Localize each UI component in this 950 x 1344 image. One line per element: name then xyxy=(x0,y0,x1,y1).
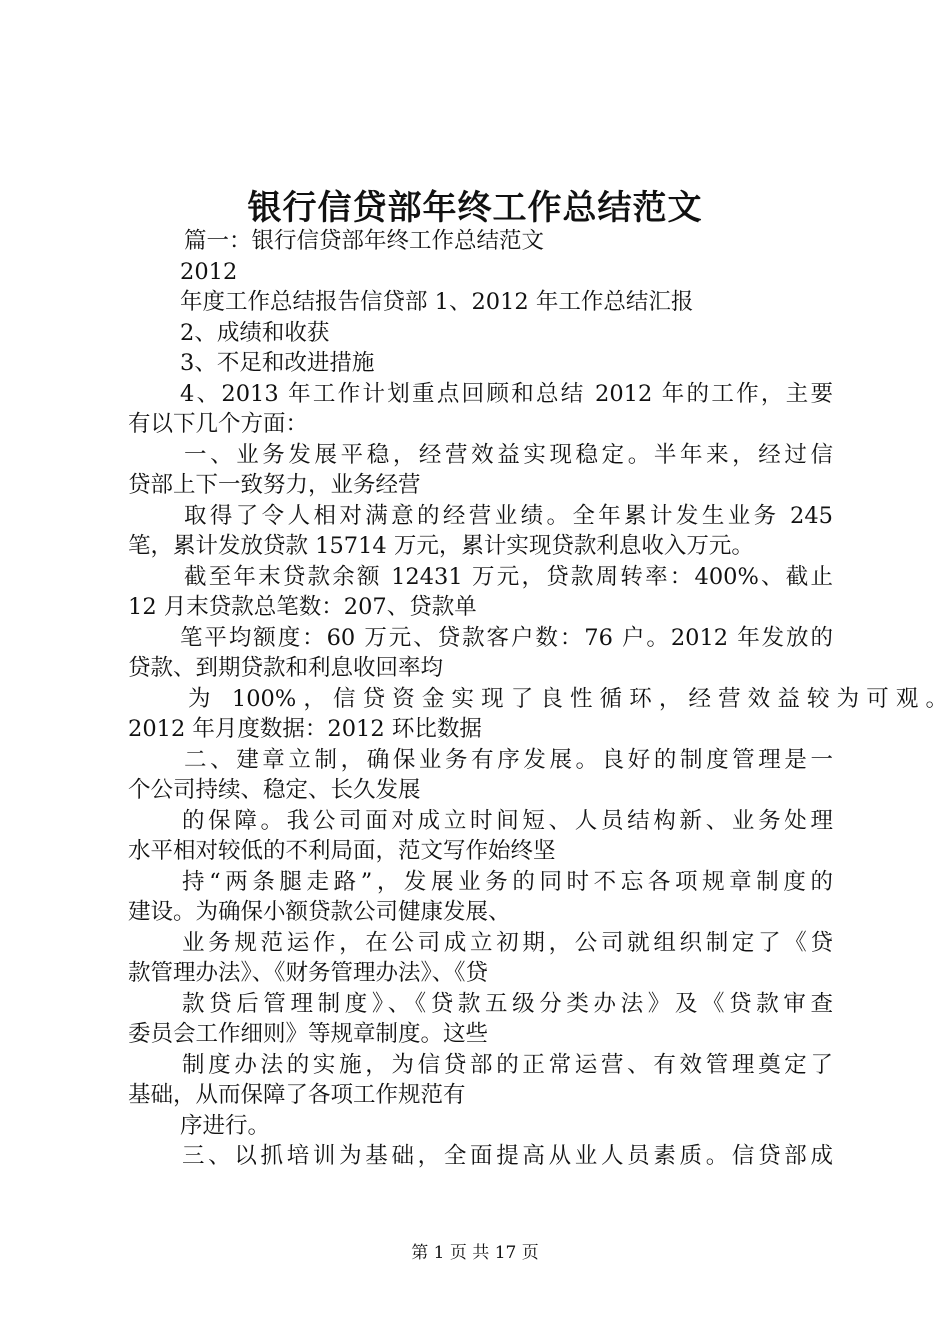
text-line: 贷部上下一致努力，业务经营 xyxy=(128,472,421,498)
text-line: 建设。为确保小额贷款公司健康发展、 xyxy=(128,899,511,925)
text-line: 4、2013 年工作计划重点回顾和总结 2012 年的工作，主要 xyxy=(180,380,833,407)
text-line: 个公司持续、稳定、长久发展 xyxy=(128,777,421,803)
text-line: 委员会工作细则》等规章制度。这些 xyxy=(128,1021,489,1047)
text-line: 基础，从而保障了各项工作规范有 xyxy=(128,1082,466,1108)
text-line: 笔平均额度：60 万元、贷款客户数：76 户。2012 年发放的 xyxy=(180,624,833,651)
text-line: 2、成绩和收获 xyxy=(180,319,330,346)
page-number-footer: 第 1 页 共 17 页 xyxy=(411,1243,539,1263)
document-body xyxy=(128,226,948,1172)
text-line: 的保障。我公司面对成立时间短、人员结构新、业务处理 xyxy=(182,807,833,834)
text-line: 2012 xyxy=(180,258,238,285)
text-line: 12 月末贷款总笔数：207、贷款单 xyxy=(128,594,477,620)
text-line: 款管理办法》、《财务管理办法》、《贷 xyxy=(128,960,489,986)
text-line: 2012 年月度数据：2012 环比数据 xyxy=(128,716,482,742)
text-line: 款贷后管理制度》、《贷款五级分类办法》及《贷款审查 xyxy=(182,990,833,1017)
text-line: 二、建章立制，确保业务有序发展。良好的制度管理是一 xyxy=(184,746,833,773)
text-line: 有以下几个方面： xyxy=(128,411,309,437)
text-line: 截至年末贷款余额 12431 万元，贷款周转率：400%、截止 xyxy=(184,563,833,590)
text-line: 取得了令人相对满意的经营业绩。全年累计发生业务 245 xyxy=(184,502,833,529)
text-line: 为 100%，信贷资金实现了良性循环，经营效益较为可观。 xyxy=(188,685,948,712)
text-line: 一、业务发展平稳，经营效益实现稳定。半年来，经过信 xyxy=(184,441,833,468)
text-line: 篇一：银行信贷部年终工作总结范文 xyxy=(184,228,545,254)
text-line: 持“两条腿走路”，发展业务的同时不忘各项规章制度的 xyxy=(182,868,833,895)
text-line: 3、不足和改进措施 xyxy=(180,350,375,376)
text-line: 年度工作总结报告信贷部 1、2012 年工作总结汇报 xyxy=(180,289,694,315)
text-line: 序进行。 xyxy=(180,1112,271,1139)
text-line: 水平相对较低的不利局面，范文写作始终坚 xyxy=(128,838,556,864)
text-line: 制度办法的实施，为信贷部的正常运营、有效管理奠定了 xyxy=(182,1051,833,1078)
document-title: 银行信贷部年终工作总结范文 xyxy=(247,188,703,228)
text-line: 笔，累计发放贷款 15714 万元，累计实现贷款利息收入万元。 xyxy=(128,533,754,559)
text-line: 贷款、到期贷款和利息收回率均 xyxy=(128,655,444,681)
text-line: 三、以抓培训为基础，全面提高从业人员素质。信贷部成 xyxy=(182,1143,833,1169)
text-line: 业务规范运作，在公司成立初期，公司就组织制定了《贷 xyxy=(182,929,833,956)
